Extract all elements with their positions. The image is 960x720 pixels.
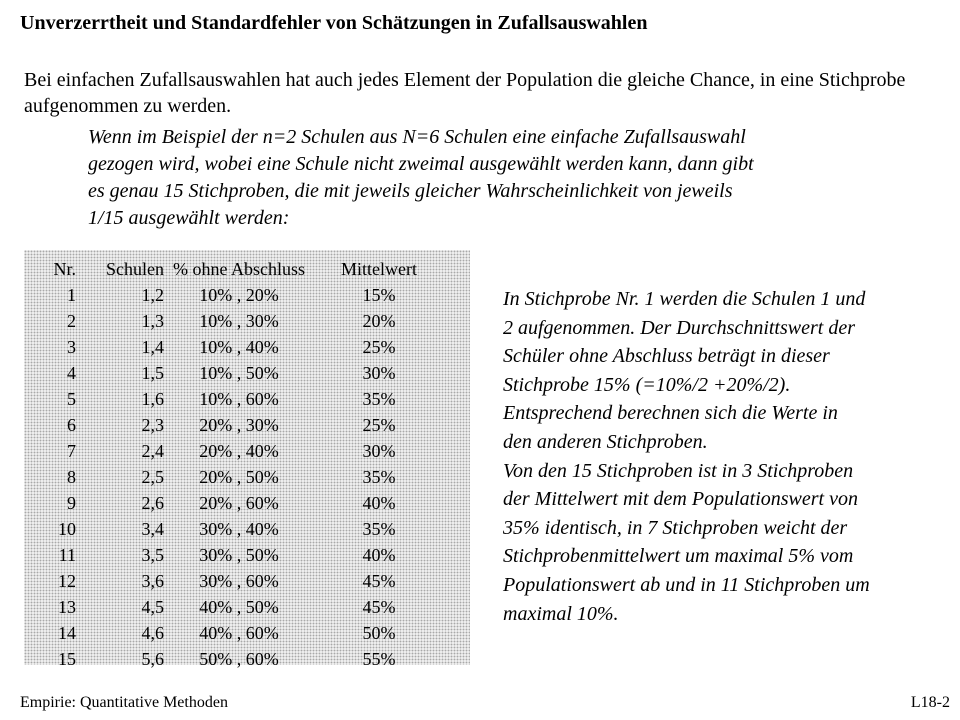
note-line: Populationswert ab und in 11 Stichproben um (503, 573, 870, 596)
note-line: Stichprobenmittelwert um maximal 5% vom (503, 545, 854, 568)
cell-nr: 9 (67, 492, 76, 513)
table-row (30, 516, 444, 542)
cell-percent: 40% , 60% (199, 622, 279, 643)
note-line: Entsprechend berechnen sich die Werte in (503, 402, 838, 425)
cell-nr: 14 (58, 622, 76, 643)
slide-title: Unverzerrtheit und Standardfehler von Schätzungen in Zufallsauswahlen (20, 12, 648, 34)
table-row (30, 594, 444, 620)
cell-percent: 20% , 50% (199, 466, 279, 487)
samples-table (30, 256, 444, 672)
cell-nr: 3 (67, 336, 76, 357)
footer-page-number: L18-2 (910, 694, 950, 711)
note-line: In Stichprobe Nr. 1 werden die Schulen 1 und (503, 288, 866, 310)
cell-schulen: 1,5 (141, 362, 164, 383)
example-line: 1/15 ausgewählt werden: (88, 207, 290, 229)
table-row (30, 412, 444, 438)
cell-percent: 30% , 50% (199, 544, 279, 565)
cell-nr: 1 (67, 284, 76, 305)
cell-mittelwert: 40% (362, 492, 396, 513)
cell-percent: 10% , 50% (199, 362, 279, 383)
note-line: 35% identisch, in 7 Stichproben weicht der (503, 516, 848, 539)
cell-nr: 7 (67, 440, 76, 461)
note-line: Von den 15 Stichproben ist in 3 Stichproben (503, 459, 854, 482)
cell-mittelwert: 35% (362, 388, 396, 409)
cell-mittelwert: 45% (362, 570, 396, 591)
table-row (30, 542, 444, 568)
explanation-note (503, 285, 953, 628)
cell-nr: 2 (67, 310, 76, 331)
cell-mittelwert: 35% (362, 466, 396, 487)
cell-nr: 6 (67, 414, 76, 435)
table-row (30, 360, 444, 386)
example-line: es genau 15 Stichproben, die mit jeweils gleicher Wahrscheinlichkeit von jeweils (88, 180, 733, 202)
note-line: den anderen Stichproben. (503, 430, 708, 453)
intro-paragraph: Bei einfachen Zufallsauswahlen hat auch jedes Element der Population die gleiche Chance, in eine Stichprobe aufgenommen zu werden. (24, 69, 906, 117)
cell-percent: 10% , 40% (199, 336, 279, 357)
cell-schulen: 1,6 (141, 388, 164, 409)
example-paragraph (88, 124, 908, 232)
cell-schulen: 2,6 (141, 492, 164, 513)
cell-mittelwert: 40% (362, 544, 396, 565)
cell-percent: 20% , 30% (199, 414, 279, 435)
cell-percent: 40% , 50% (199, 596, 279, 617)
cell-schulen: 1,3 (141, 310, 164, 331)
note-line: 2 aufgenommen. Der Durchschnittswert der (503, 316, 855, 339)
cell-nr: 8 (67, 466, 76, 487)
cell-percent: 50% , 60% (199, 648, 279, 669)
cell-schulen: 1,2 (141, 284, 164, 305)
table-row (30, 620, 444, 646)
cell-mittelwert: 30% (362, 440, 396, 461)
cell-nr: 5 (67, 388, 76, 409)
table-row (30, 334, 444, 360)
cell-mittelwert: 15% (362, 284, 396, 305)
cell-percent: 10% , 20% (199, 284, 279, 305)
cell-mittelwert: 45% (362, 596, 396, 617)
example-line: Wenn im Beispiel der n=2 Schulen aus N=6 Schulen eine einfache Zufallsauswahl (88, 126, 746, 148)
header-percent: % ohne Abschluss (173, 258, 305, 279)
cell-mittelwert: 30% (362, 362, 396, 383)
cell-nr: 11 (58, 544, 76, 565)
table-row (30, 438, 444, 464)
cell-mittelwert: 55% (362, 648, 396, 669)
cell-nr: 10 (58, 518, 76, 539)
cell-percent: 30% , 60% (199, 570, 279, 591)
note-line: Schüler ohne Abschluss beträgt in dieser (503, 345, 830, 368)
table-row (30, 646, 444, 672)
cell-schulen: 3,4 (141, 518, 164, 539)
footer-course-name: Empirie: Quantitative Methoden (20, 694, 228, 711)
cell-percent: 10% , 30% (199, 310, 279, 331)
cell-percent: 10% , 60% (199, 388, 279, 409)
example-line: gezogen wird, wobei eine Schule nicht zweimal ausgewählt werden kann, dann gibt (88, 153, 754, 175)
cell-nr: 13 (58, 596, 76, 617)
table-row (30, 308, 444, 334)
cell-percent: 20% , 40% (199, 440, 279, 461)
table-row (30, 464, 444, 490)
cell-mittelwert: 25% (362, 414, 396, 435)
cell-mittelwert: 20% (362, 310, 396, 331)
cell-nr: 4 (67, 362, 76, 383)
cell-schulen: 1,4 (141, 336, 164, 357)
table-body (30, 282, 444, 672)
table-row (30, 490, 444, 516)
cell-nr: 12 (58, 570, 76, 591)
cell-schulen: 4,6 (141, 622, 164, 643)
header-nr: Nr. (53, 258, 76, 279)
cell-nr: 15 (58, 648, 76, 669)
table-row (30, 282, 444, 308)
cell-mittelwert: 35% (362, 518, 396, 539)
note-line: Stichprobe 15% (=10%/2 +20%/2). (503, 373, 791, 396)
cell-schulen: 5,6 (141, 648, 164, 669)
cell-mittelwert: 25% (362, 336, 396, 357)
table-row (30, 568, 444, 594)
table-row (30, 386, 444, 412)
cell-schulen: 3,5 (141, 544, 164, 565)
cell-schulen: 2,3 (141, 414, 164, 435)
cell-schulen: 3,6 (141, 570, 164, 591)
note-line: maximal 10%. (503, 602, 619, 625)
table-header-row (30, 256, 444, 282)
cell-percent: 20% , 60% (199, 492, 279, 513)
cell-mittelwert: 50% (362, 622, 396, 643)
samples-table-panel (24, 250, 470, 669)
note-line: der Mittelwert mit dem Populationswert von (503, 488, 858, 511)
header-schulen: Schulen (106, 258, 164, 279)
header-mittelwert: Mittelwert (341, 258, 417, 279)
cell-schulen: 2,5 (141, 466, 164, 487)
cell-schulen: 2,4 (141, 440, 164, 461)
cell-percent: 30% , 40% (199, 518, 279, 539)
cell-schulen: 4,5 (141, 596, 164, 617)
